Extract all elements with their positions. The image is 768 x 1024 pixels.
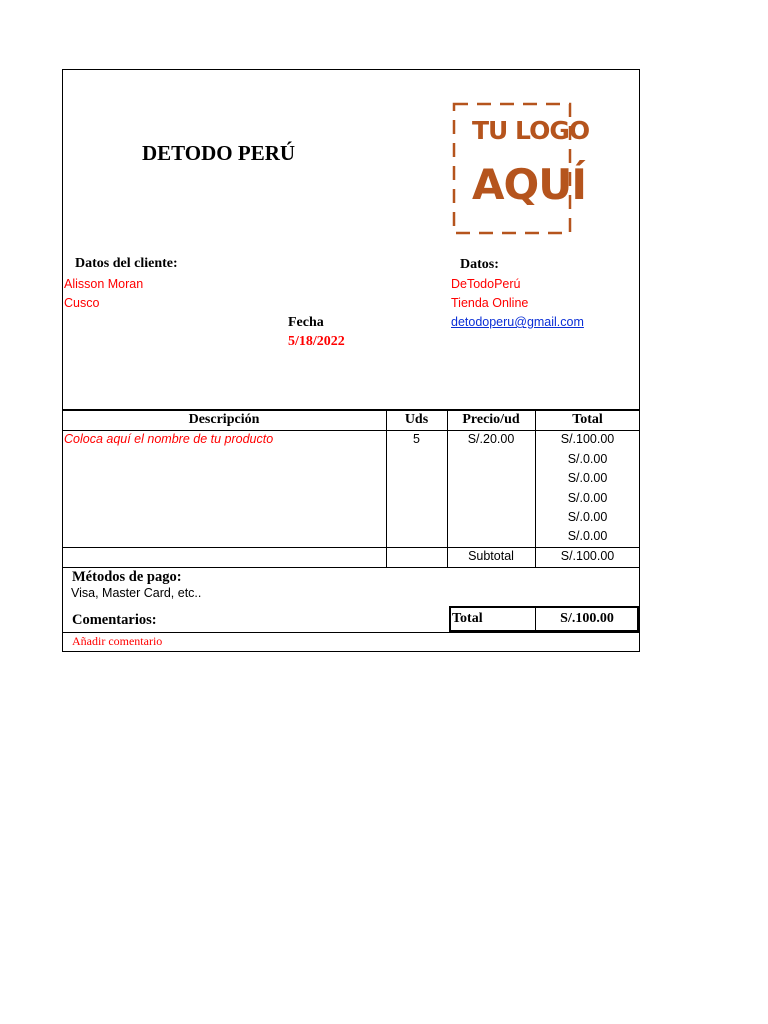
- logo-line-1: TU LOGO: [472, 116, 590, 145]
- subtotal-bottom-rule: [62, 567, 640, 568]
- header-units: Uds: [404, 412, 429, 427]
- comments-label: Comentarios:: [72, 612, 157, 628]
- row-price: S/.20.00: [467, 432, 515, 446]
- table-top-rule: [62, 409, 640, 411]
- date-label: Fecha: [288, 315, 324, 330]
- grand-total-value: S/.100.00: [560, 611, 614, 626]
- payment-value: Visa, Master Card, etc..: [71, 586, 202, 600]
- table-header-rule: [62, 430, 640, 431]
- row-total: S/.100.00: [560, 432, 615, 446]
- header-total: Total: [572, 412, 603, 427]
- date-value: 5/18/2022: [288, 334, 345, 349]
- header-description: Descripción: [188, 412, 260, 427]
- client-label: Datos del cliente:: [75, 256, 178, 271]
- header-price: Precio/ud: [462, 412, 520, 427]
- payment-label: Métodos de pago:: [72, 569, 182, 585]
- seller-name: DeTodoPerú: [451, 277, 521, 291]
- subtotal-top-rule: [62, 547, 640, 548]
- comments-rule: [62, 632, 640, 633]
- company-name: DETODO PERÚ: [142, 141, 296, 165]
- row-total: S/.0.00: [567, 491, 608, 505]
- row-total: S/.0.00: [567, 510, 608, 524]
- logo-placeholder: [452, 102, 590, 235]
- row-total: S/.0.00: [567, 452, 608, 466]
- comments-value[interactable]: Añadir comentario: [72, 634, 163, 648]
- seller-label: Datos:: [460, 257, 499, 272]
- row-units: 5: [413, 432, 420, 446]
- seller-email-link[interactable]: detodoperu@gmail.com: [451, 315, 584, 329]
- row-total: S/.0.00: [567, 471, 608, 485]
- seller-type: Tienda Online: [451, 296, 529, 310]
- client-name: Alisson Moran: [64, 277, 144, 291]
- grand-total-label: Total: [452, 611, 483, 626]
- client-city: Cusco: [64, 296, 100, 310]
- row-description: Coloca aquí el nombre de tu producto: [64, 432, 274, 446]
- subtotal-label: Subtotal: [468, 549, 514, 563]
- logo-line-2: AQUÍ: [472, 160, 586, 209]
- row-total: S/.0.00: [567, 529, 608, 543]
- subtotal-value: S/.100.00: [560, 549, 615, 563]
